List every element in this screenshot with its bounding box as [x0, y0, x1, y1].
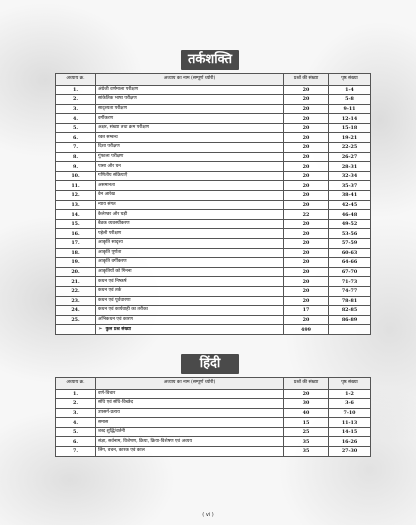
- question-count: 20: [284, 286, 329, 296]
- table-row: [56, 133, 371, 143]
- chapter-name: रक्त सम्बन्ध: [96, 133, 284, 143]
- chapter-number: 5.: [56, 427, 96, 437]
- page-range: 82-85: [329, 306, 371, 316]
- question-count: 20: [284, 277, 329, 287]
- chapter-number: 16.: [56, 229, 96, 239]
- question-count: 20: [284, 191, 329, 201]
- page-range: 16-26: [329, 437, 371, 447]
- chapter-name: संधि एवं संधि-विच्छेद: [96, 399, 284, 409]
- question-count: 20: [284, 104, 329, 114]
- chapter-number: 2.: [56, 399, 96, 409]
- table-row: [56, 171, 371, 181]
- table-row: [56, 286, 371, 296]
- chapter-name: कथन एवं तर्क: [96, 286, 284, 296]
- question-count: 20: [284, 133, 329, 143]
- table-row: [56, 296, 371, 306]
- chapter-number: 18.: [56, 248, 96, 258]
- chapter-number: 6.: [56, 437, 96, 447]
- page-range: 3-6: [329, 399, 371, 409]
- table-row: [56, 104, 371, 114]
- chapter-name: कथन एवं कार्यवाही का तरीका: [96, 306, 284, 316]
- question-count: 20: [284, 143, 329, 153]
- page-range: 86-89: [329, 315, 371, 325]
- chapter-name: कैलेण्डर और घड़ी: [96, 210, 284, 220]
- chapter-number: 22.: [56, 286, 96, 296]
- chapter-name: वर्गीकरण: [96, 114, 284, 124]
- page-range: 7-10: [329, 408, 371, 418]
- chapter-number: 1.: [56, 85, 96, 95]
- header-question-count: प्रश्नों की संख्या: [284, 74, 329, 86]
- question-count: 20: [284, 123, 329, 133]
- table-row: [56, 248, 371, 258]
- question-count: 20: [284, 181, 329, 191]
- total-label-cell: [96, 325, 284, 335]
- chapter-number: 10.: [56, 171, 96, 181]
- question-count: 20: [284, 258, 329, 268]
- page-range: 26-27: [329, 152, 371, 162]
- total-value: 499: [284, 325, 329, 335]
- chapter-name: लिंग, वचन, कारक एवं काल: [96, 447, 284, 457]
- page-range: 22-25: [329, 143, 371, 153]
- table-row: [56, 427, 371, 437]
- chapter-number: 23.: [56, 296, 96, 306]
- page-range: 74-77: [329, 286, 371, 296]
- question-count: 20: [284, 248, 329, 258]
- chapter-name: अंग्रेजी वर्णमाला परीक्षण: [96, 85, 284, 95]
- chapter-number: 9.: [56, 162, 96, 172]
- question-count: 20: [284, 389, 329, 399]
- chapter-number: 6.: [56, 133, 96, 143]
- total-row: [56, 325, 371, 335]
- chapter-number: 4.: [56, 114, 96, 124]
- chapter-name: असमानता: [96, 181, 284, 191]
- page-range: 27-30: [329, 447, 371, 457]
- chapter-number: 15.: [56, 219, 96, 229]
- chapter-number: 3.: [56, 104, 96, 114]
- table-row: [56, 437, 371, 447]
- chapter-name: न्याय संगत: [96, 200, 284, 210]
- question-count: 20: [284, 85, 329, 95]
- header-chapter-name: अध्याय का नाम (सम्पूर्ण थ्योरी): [96, 74, 284, 86]
- table-row: [56, 239, 371, 249]
- header-chapter-name: अध्याय का नाम (सम्पूर्ण थ्योरी): [96, 378, 284, 390]
- chapter-number: 1.: [56, 389, 96, 399]
- chapter-number: 5.: [56, 123, 96, 133]
- header-page-count: पृष्ठ संख्या: [329, 74, 371, 86]
- chapter-name: सादृश्यता परीक्षण: [96, 104, 284, 114]
- table-row: [56, 200, 371, 210]
- chapter-number: 21.: [56, 277, 96, 287]
- page-range: 35-37: [329, 181, 371, 191]
- chapter-name: आकृति पूर्णता: [96, 248, 284, 258]
- table-row: [56, 418, 371, 428]
- chapter-number: 12.: [56, 191, 96, 201]
- table-row: [56, 85, 371, 95]
- chapter-number: 7.: [56, 143, 96, 153]
- table-row: [56, 123, 371, 133]
- table-row: [56, 447, 371, 457]
- page-range: 28-31: [329, 162, 371, 172]
- chapter-number: 2.: [56, 95, 96, 105]
- question-count: 20: [284, 239, 329, 249]
- page-range: 53-56: [329, 229, 371, 239]
- chapter-name: दिशा परीक्षण: [96, 143, 284, 153]
- chapter-name: शब्द शुद्धि/वर्तनी: [96, 427, 284, 437]
- page-range: 64-66: [329, 258, 371, 268]
- chapter-name: गणितीय संक्रियाएँ: [96, 171, 284, 181]
- page-range: 46-48: [329, 210, 371, 220]
- question-count: 30: [284, 399, 329, 409]
- table-row: [56, 315, 371, 325]
- page-range: 38-41: [329, 191, 371, 201]
- chapter-number: 4.: [56, 418, 96, 428]
- chapter-number: 8.: [56, 152, 96, 162]
- table-row: [56, 277, 371, 287]
- total-empty-cell: [56, 325, 96, 335]
- page-range: 42-45: [329, 200, 371, 210]
- page-range: 1-4: [329, 85, 371, 95]
- table-row: [56, 389, 371, 399]
- table-header-row: [56, 74, 371, 86]
- table-row: [56, 306, 371, 316]
- reasoning-table: [55, 73, 371, 335]
- question-count: 20: [284, 114, 329, 124]
- chapter-name: उपसर्ग-प्रत्यय: [96, 408, 284, 418]
- chapter-name: वेन आरेख: [96, 191, 284, 201]
- chapter-name: आकृति वर्गीकरण: [96, 258, 284, 268]
- question-count: 20: [284, 95, 329, 105]
- chapter-number: 25.: [56, 315, 96, 325]
- arrow-icon: ➢: [98, 326, 103, 333]
- page-range: 57-59: [329, 239, 371, 249]
- page-range: 67-70: [329, 267, 371, 277]
- question-count: 20: [284, 229, 329, 239]
- question-count: 20: [284, 200, 329, 210]
- question-count: 20: [284, 267, 329, 277]
- chapter-name: अभिकथन एवं कारण: [96, 315, 284, 325]
- chapter-number: 20.: [56, 267, 96, 277]
- section-title-hindi: हिंदी: [181, 354, 239, 374]
- question-count: 25: [284, 427, 329, 437]
- table-row: [56, 399, 371, 409]
- question-count: 17: [284, 306, 329, 316]
- chapter-name: गुंफाला परीक्षण: [96, 152, 284, 162]
- section-title-reasoning: तर्कशक्ति: [181, 50, 239, 70]
- table-row: [56, 267, 371, 277]
- table-row: [56, 95, 371, 105]
- question-count: 40: [284, 408, 329, 418]
- question-count: 20: [284, 152, 329, 162]
- table-row: [56, 114, 371, 124]
- table-row: [56, 152, 371, 162]
- chapter-number: 24.: [56, 306, 96, 316]
- chapter-name: कथन एवं निष्कर्ष: [96, 277, 284, 287]
- chapter-name: अक्षर, संख्या तथा क्रम परीक्षण: [96, 123, 284, 133]
- page-range: 1-2: [329, 389, 371, 399]
- chapter-name: आकृति सादृश्य: [96, 239, 284, 249]
- chapter-name: संज्ञा, सर्वनाम, विशेषण, क्रिया, क्रिया-विशेषण एवं अव्यय: [96, 437, 284, 447]
- page-range: 12-14: [329, 114, 371, 124]
- question-count: 20: [284, 171, 329, 181]
- question-count: 15: [284, 418, 329, 428]
- chapter-name: कथन एवं पूर्वधारणा: [96, 296, 284, 306]
- table-header-row: [56, 378, 371, 390]
- question-count: 35: [284, 447, 329, 457]
- question-count: 35: [284, 437, 329, 447]
- header-chapter-no: अध्याय क्र.: [56, 74, 96, 86]
- chapter-number: 19.: [56, 258, 96, 268]
- page-range: 11-13: [329, 418, 371, 428]
- table-row: [56, 162, 371, 172]
- question-count: 20: [284, 162, 329, 172]
- total-label: कुल प्रश्न संख्या: [105, 327, 131, 333]
- chapter-name: पासा और घन: [96, 162, 284, 172]
- page-range: 19-21: [329, 133, 371, 143]
- table-row: [56, 191, 371, 201]
- chapter-number: 17.: [56, 239, 96, 249]
- question-count: 20: [284, 296, 329, 306]
- page-range: 9-11: [329, 104, 371, 114]
- total-empty-cell: [329, 325, 371, 335]
- header-question-count: प्रश्नों की संख्या: [284, 378, 329, 390]
- table-row: [56, 210, 371, 220]
- table-row: [56, 219, 371, 229]
- question-count: 20: [284, 315, 329, 325]
- table-row: [56, 408, 371, 418]
- chapter-number: 14.: [56, 210, 96, 220]
- page-number: ( vi ): [202, 512, 214, 518]
- chapter-name: बैठक व्यवस्थीकरण: [96, 219, 284, 229]
- page-range: 60-63: [329, 248, 371, 258]
- table-row: [56, 229, 371, 239]
- page-range: 71-73: [329, 277, 371, 287]
- chapter-name: सांकेतिक भाषा परीक्षण: [96, 95, 284, 105]
- chapter-name: समास: [96, 418, 284, 428]
- chapter-number: 3.: [56, 408, 96, 418]
- question-count: 20: [284, 219, 329, 229]
- hindi-table: [55, 377, 371, 457]
- chapter-name: पहेली परीक्षण: [96, 229, 284, 239]
- page-range: 15-18: [329, 123, 371, 133]
- table-row: [56, 143, 371, 153]
- page-range: 78-81: [329, 296, 371, 306]
- question-count: 22: [284, 210, 329, 220]
- chapter-number: 11.: [56, 181, 96, 191]
- chapter-name: वर्ण-विचार: [96, 389, 284, 399]
- table-row: [56, 181, 371, 191]
- table-row: [56, 258, 371, 268]
- header-page-count: पृष्ठ संख्या: [329, 378, 371, 390]
- page-range: 5-8: [329, 95, 371, 105]
- header-chapter-no: अध्याय क्र.: [56, 378, 96, 390]
- chapter-number: 13.: [56, 200, 96, 210]
- page-range: 49-52: [329, 219, 371, 229]
- page-range: 32-34: [329, 171, 371, 181]
- chapter-name: आकृतियों को गिनना: [96, 267, 284, 277]
- page-range: 14-15: [329, 427, 371, 437]
- chapter-number: 7.: [56, 447, 96, 457]
